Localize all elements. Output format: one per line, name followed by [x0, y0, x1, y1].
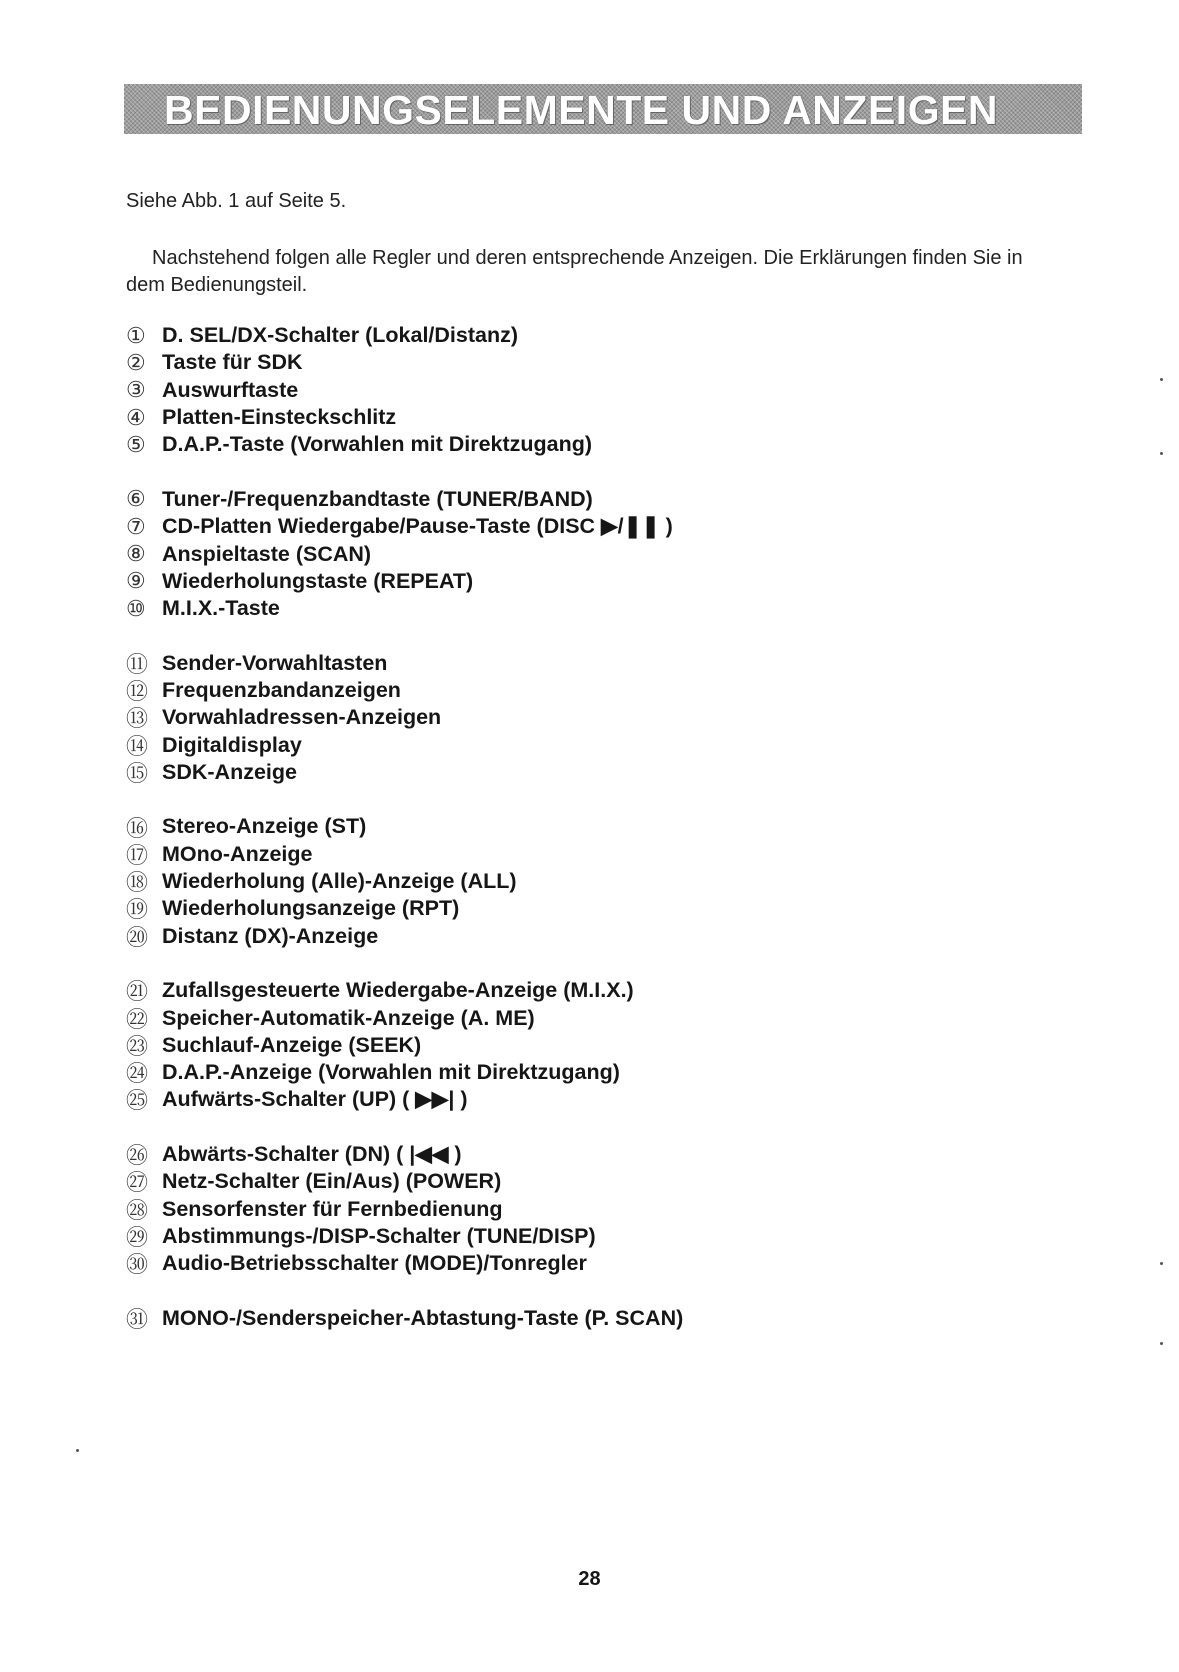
list-item-25: [126, 1086, 1076, 1113]
item-number: ⑰: [126, 842, 149, 868]
list-item-31: [126, 1305, 1076, 1332]
item-label: Anspieltaste (SCAN): [162, 541, 372, 566]
item-number: ㉚: [126, 1252, 149, 1278]
list-item-21: [126, 977, 1076, 1004]
controls-list: [126, 322, 1076, 1332]
item-number: ⑭: [126, 733, 149, 759]
item-number: ⑱: [126, 870, 149, 896]
item-number: ⑧: [126, 541, 146, 567]
figure-reference: Siehe Abb. 1 auf Seite 5.: [126, 190, 347, 212]
item-label: Audio-Betriebsschalter (MODE)/Tonregler: [162, 1251, 587, 1276]
item-label: Auswurftaste: [162, 377, 299, 402]
item-number: ㉙: [126, 1224, 149, 1250]
item-number: ②: [126, 349, 146, 375]
item-label: Sender-Vorwahltasten: [162, 650, 388, 675]
scan-speck: [1160, 1342, 1163, 1345]
list-item-30: [126, 1250, 1076, 1277]
item-number: ㉘: [126, 1197, 149, 1223]
list-item-27: [126, 1168, 1076, 1195]
item-number: ㉛: [126, 1306, 149, 1332]
list-item-23: [126, 1032, 1076, 1059]
scan-speck: [76, 1449, 79, 1452]
list-item-18: [126, 868, 1076, 895]
list-item-15: [126, 759, 1076, 786]
item-number: ㉔: [126, 1061, 149, 1087]
scan-speck: [1160, 452, 1163, 455]
item-label: Speicher-Automatik-Anzeige (A. ME): [162, 1005, 535, 1030]
page-title: BEDIENUNGSELEMENTE UND ANZEIGEN: [164, 87, 999, 133]
list-item-29: [126, 1223, 1076, 1250]
item-number: ⑪: [126, 651, 149, 677]
item-label: Abstimmungs-/DISP-Schalter (TUNE/DISP): [162, 1223, 596, 1248]
item-number: ㉑: [126, 979, 149, 1005]
item-label: Digitaldisplay: [162, 732, 302, 757]
item-number: ⑨: [126, 568, 146, 594]
item-label: Platten-Einsteckschlitz: [162, 405, 397, 430]
list-item-3: [126, 377, 1076, 404]
item-number: ⑬: [126, 706, 149, 732]
item-label: Abwärts-Schalter (DN) ( |◀◀ ): [162, 1142, 462, 1167]
item-number: ⑮: [126, 760, 149, 786]
list-item-28: [126, 1196, 1076, 1223]
list-item-4: [126, 404, 1076, 431]
item-number: ⑦: [126, 513, 146, 539]
item-label: MOno-Anzeige: [162, 841, 313, 866]
item-label: D.A.P.-Anzeige (Vorwahlen mit Direktzugang): [162, 1060, 620, 1085]
intro-paragraph: Nachstehend folgen alle Regler und deren entsprechende Anzeigen. Die Erklärungen finden Sie in dem Bedienungsteil.: [126, 247, 1023, 296]
page-number: 28: [578, 1568, 601, 1590]
item-number: ㉓: [126, 1033, 149, 1059]
list-item-20: [126, 923, 1076, 950]
item-number: ①: [126, 322, 146, 348]
list-item-2: [126, 349, 1076, 376]
item-label: Vorwahladressen-Anzeigen: [162, 705, 442, 730]
item-label: D. SEL/DX-Schalter (Lokal/Distanz): [162, 323, 519, 348]
item-label: Wiederholung (Alle)-Anzeige (ALL): [162, 869, 517, 894]
item-label: Stereo-Anzeige (ST): [162, 814, 367, 839]
item-label: Tuner-/Frequenzbandtaste (TUNER/BAND): [162, 486, 593, 511]
item-label: D.A.P.-Taste (Vorwahlen mit Direktzugang): [162, 432, 593, 457]
item-number: ⑩: [126, 595, 146, 621]
item-number: ⑥: [126, 486, 146, 512]
list-item-5: [126, 431, 1076, 458]
scan-speck: [1160, 378, 1163, 381]
list-item-16: [126, 813, 1076, 840]
item-label: M.I.X.-Taste: [162, 596, 280, 621]
item-label: MONO-/Senderspeicher-Abtastung-Taste (P. SCAN): [162, 1305, 684, 1330]
item-label: Distanz (DX)-Anzeige: [162, 923, 379, 948]
item-number: ⑳: [126, 924, 149, 950]
item-label: Wiederholungstaste (REPEAT): [162, 568, 474, 593]
item-label: Zufallsgesteuerte Wiedergabe-Anzeige (M.I.X.): [162, 978, 634, 1003]
list-item-22: [126, 1004, 1076, 1031]
list-item-14: [126, 731, 1076, 758]
item-label: Frequenzbandanzeigen: [162, 678, 401, 702]
item-number: ③: [126, 377, 146, 403]
title-banner: [124, 84, 1082, 134]
list-item-17: [126, 841, 1076, 868]
list-item-1: [126, 322, 1076, 349]
item-number: ⑲: [126, 897, 149, 923]
item-label: Wiederholungsanzeige (RPT): [162, 896, 460, 921]
item-label: Aufwärts-Schalter (UP) ( ▶▶| ): [162, 1087, 468, 1112]
item-number: ④: [126, 404, 146, 430]
list-item-19: [126, 895, 1076, 922]
list-item-10: [126, 595, 1076, 622]
scan-speck: [1160, 1262, 1163, 1265]
item-label: Taste für SDK: [162, 350, 303, 375]
item-number: ㉒: [126, 1006, 149, 1032]
item-number: ⑤: [126, 431, 146, 457]
item-number: ㉕: [126, 1088, 149, 1114]
list-item-8: [126, 540, 1076, 567]
list-item-9: [126, 568, 1076, 595]
list-item-12: [126, 677, 1076, 704]
item-number: ㉗: [126, 1170, 149, 1196]
item-label: SDK-Anzeige: [162, 759, 297, 784]
item-number: ㉖: [126, 1143, 149, 1169]
item-number: ⑯: [126, 815, 149, 841]
item-label: Netz-Schalter (Ein/Aus) (POWER): [162, 1169, 502, 1194]
item-number: ⑫: [126, 679, 149, 705]
item-label: Suchlauf-Anzeige (SEEK): [162, 1032, 422, 1057]
item-label: Sensorfenster für Fernbedienung: [162, 1196, 503, 1221]
list-item-13: [126, 704, 1076, 731]
list-item-11: [126, 650, 1076, 677]
list-item-26: [126, 1141, 1076, 1168]
list-item-7: [126, 513, 1076, 540]
list-item-24: [126, 1059, 1076, 1086]
item-label: CD-Platten Wiedergabe/Pause-Taste (DISC ▶/❚❚ ): [162, 514, 673, 539]
list-item-6: [126, 486, 1076, 513]
